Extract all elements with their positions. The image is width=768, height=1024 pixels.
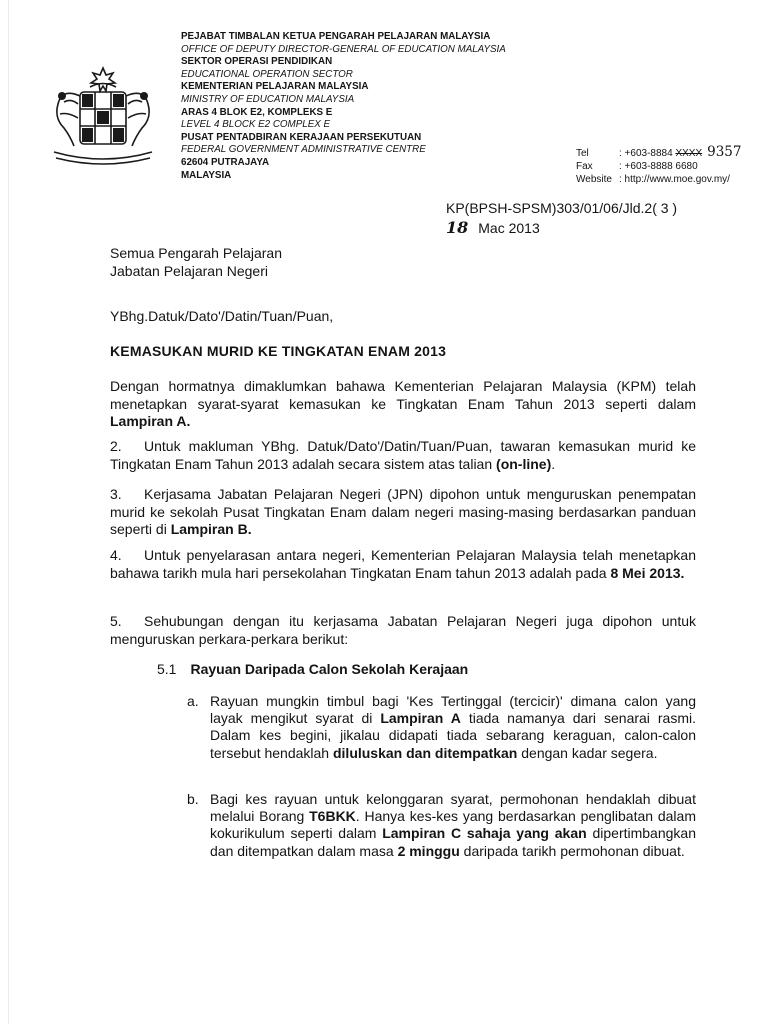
paragraph-1-tail: . bbox=[186, 413, 191, 430]
paragraph-5 bbox=[110, 613, 696, 648]
paragraph-5-number: 5. bbox=[110, 613, 122, 629]
paragraph-2 bbox=[110, 438, 696, 473]
item-b-emphasis: 2 minggu bbox=[397, 842, 460, 859]
tel-label: Tel bbox=[576, 148, 589, 159]
item-b-part: dipertimbangkan dan ditempatkan dalam masa bbox=[210, 825, 696, 859]
letterhead-line: FEDERAL GOVERNMENT ADMINISTRATIVE CENTRE bbox=[181, 144, 426, 156]
paragraph-1-text: Dengan hormatnya dimaklumkan bahawa Kementerian Pelajaran Malaysia (KPM) telah menetapkan syarat-syarat kemasukan ke Tingkatan Enam Tahun 2013 seperti dalam bbox=[110, 378, 696, 412]
letterhead-line: ARAS 4 BLOK E2, KOMPLEKS E bbox=[181, 106, 333, 118]
paragraph-2-text: Untuk makluman YBhg. Datuk/Dato'/Datin/Tuan/Puan, tawaran kemasukan murid ke Tingkatan Enam Tahun 2013 adalah secara sistem atas talian bbox=[110, 438, 696, 472]
recipient-line-2: Jabatan Pelajaran Negeri bbox=[110, 263, 268, 279]
paragraph-4-number: 4. bbox=[110, 547, 122, 563]
letterhead-line: LEVEL 4 BLOCK E2 COMPLEX E bbox=[181, 119, 331, 131]
fax-value: : +603-8888 6680 bbox=[619, 161, 698, 172]
malaysia-coat-of-arms-icon bbox=[40, 62, 166, 170]
paragraph-3-emphasis: Lampiran B bbox=[170, 521, 248, 538]
paragraph-3-number: 3. bbox=[110, 486, 122, 502]
letterhead-line: 62604 PUTRAJAYA bbox=[181, 156, 270, 168]
paragraph-4 bbox=[110, 547, 696, 582]
item-b-part: daripada tarikh permohonan dibuat. bbox=[459, 842, 685, 859]
paragraph-2-tail: . bbox=[551, 455, 556, 472]
tel-handwritten-digits: 9357 bbox=[707, 144, 742, 160]
paragraph-1-emphasis: Lampiran A bbox=[110, 413, 187, 430]
fax-row bbox=[576, 160, 741, 173]
item-a-emphasis: Lampiran A bbox=[380, 710, 461, 727]
letter-title: KEMASUKAN MURID KE TINGKATAN ENAM 2013 bbox=[110, 343, 447, 359]
paragraph-4-tail: . bbox=[680, 564, 685, 581]
letterhead-address bbox=[181, 31, 561, 182]
website-label: Website bbox=[576, 174, 612, 185]
letterhead-line: KEMENTERIAN PELAJARAN MALAYSIA bbox=[181, 81, 369, 93]
paragraph-3-text: Kerjasama Jabatan Pelajaran Negeri (JPN) dipohon untuk menguruskan penempatan murid ke sekolah Pusat Tingkatan Enam dalam negeri masing-masing berdasarkan panduan seperti di bbox=[110, 486, 696, 538]
list-item-b bbox=[187, 791, 696, 860]
item-a-part: Rayuan mungkin timbul bagi 'Kes Tertinggal (tercicir)' dimana calon yang layak mengikut syarat di bbox=[210, 693, 696, 727]
date-month-year: Mac 2013 bbox=[478, 220, 540, 236]
section-5-1-heading bbox=[157, 661, 468, 677]
item-b-part: Bagi kes rayuan untuk kelonggaran syarat, permohonan hendaklah dibuat melalui Borang bbox=[210, 791, 696, 825]
paragraph-1 bbox=[110, 378, 696, 431]
salutation: YBhg.Datuk/Dato'/Datin/Tuan/Puan, bbox=[110, 308, 334, 324]
scan-edge-divider bbox=[8, 0, 9, 1024]
paragraph-2-emphasis: (on-line) bbox=[496, 455, 552, 472]
tel-row bbox=[576, 146, 741, 160]
website-row bbox=[576, 173, 741, 186]
reference-number: KP(BPSH-SPSM)303/01/06/Jld.2( 3 ) bbox=[446, 200, 678, 216]
tel-struck-digits: XXXX bbox=[675, 148, 703, 159]
item-a-emphasis: diluluskan dan ditempatkan bbox=[332, 744, 518, 761]
letterhead-line: PUSAT PENTADBIRAN KERAJAAN PERSEKUTUAN bbox=[181, 131, 422, 143]
list-item-a bbox=[187, 693, 696, 762]
paragraph-4-emphasis: 8 Mei 2013 bbox=[610, 564, 681, 581]
recipient-line-1: Semua Pengarah Pelajaran bbox=[110, 245, 283, 261]
date-day-handwritten: 18 bbox=[446, 218, 469, 237]
paragraph-2-number: 2. bbox=[110, 438, 122, 454]
list-item-a-label: a. bbox=[187, 693, 199, 709]
item-b-emphasis: Lampiran C sahaja yang akan bbox=[382, 825, 587, 842]
tel-value: : +603-8884 bbox=[619, 148, 676, 159]
letterhead-line: OFFICE OF DEPUTY DIRECTOR-GENERAL OF EDUCATION MALAYSIA bbox=[181, 43, 506, 55]
letterhead-line: MINISTRY OF EDUCATION MALAYSIA bbox=[181, 93, 355, 105]
list-item-b-text bbox=[210, 791, 696, 860]
paragraph-3-tail: . bbox=[247, 521, 252, 538]
section-5-1-number: 5.1 bbox=[157, 661, 177, 677]
letter-date bbox=[446, 218, 540, 237]
paragraph-5-text: Sehubungan dengan itu kerjasama Jabatan Pelajaran Negeri juga dipohon untuk menguruskan perkara-perkara berikut: bbox=[110, 613, 696, 647]
list-item-b-label: b. bbox=[187, 791, 199, 807]
paragraph-3 bbox=[110, 486, 696, 539]
letterhead-line: SEKTOR OPERASI PENDIDIKAN bbox=[181, 56, 333, 68]
letterhead-line: EDUCATIONAL OPERATION SECTOR bbox=[181, 68, 353, 80]
letterhead-line: PEJABAT TIMBALAN KETUA PENGARAH PELAJARAN MALAYSIA bbox=[181, 31, 491, 42]
item-a-part: tiada namanya dari senarai rasmi. Dalam kes begini, jikalau didapati tiada sebarang keraguan, calon-calon tersebut hendaklah bbox=[210, 710, 696, 761]
contact-block bbox=[576, 146, 741, 186]
fax-label: Fax bbox=[576, 161, 593, 172]
paragraph-4-text: Untuk penyelarasan antara negeri, Kementerian Pelajaran Malaysia telah menetapkan bahawa tarikh mula hari persekolahan Tingkatan Enam tahun 2013 adalah pada bbox=[110, 547, 696, 581]
website-value: : http://www.moe.gov.my/ bbox=[619, 174, 730, 185]
item-b-part: . Hanya kes-kes yang berdasarkan penglibatan dalam kokurikulum seperti dalam bbox=[210, 808, 696, 842]
section-5-1-title: Rayuan Daripada Calon Sekolah Kerajaan bbox=[190, 661, 469, 677]
item-b-emphasis: T6BKK bbox=[309, 808, 356, 825]
item-a-part: dengan kadar segera. bbox=[517, 744, 658, 761]
list-item-a-text bbox=[210, 693, 696, 762]
letterhead-line: MALAYSIA bbox=[181, 169, 232, 181]
